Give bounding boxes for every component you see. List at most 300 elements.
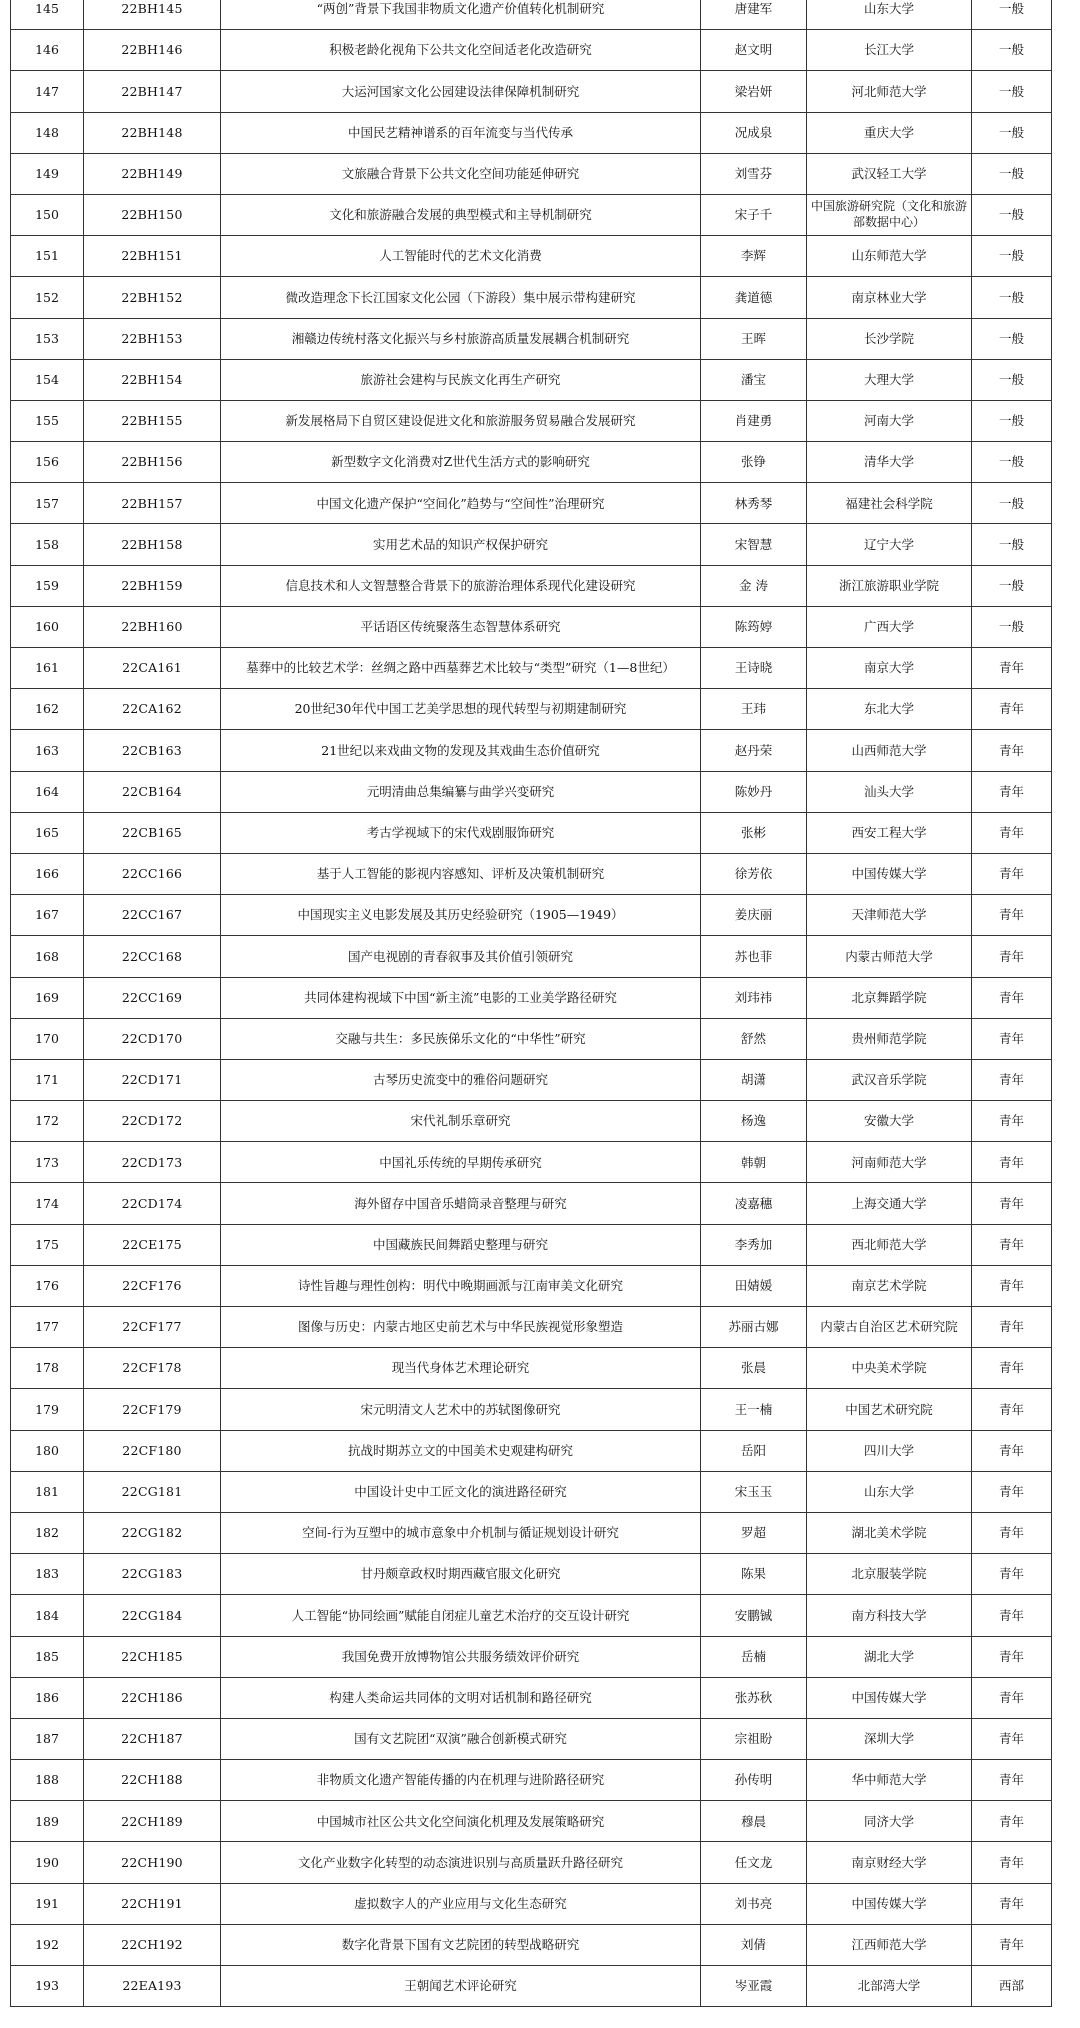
table-row xyxy=(11,442,1052,483)
table-row xyxy=(11,648,1052,689)
table-row xyxy=(11,1018,1052,1059)
project-title-cell: 构建人类命运共同体的文明对话机制和路径研究 xyxy=(221,1677,701,1718)
row-index-cell: 179 xyxy=(11,1389,84,1430)
project-code-cell: 22CF176 xyxy=(84,1265,221,1306)
project-type-cell: 青年 xyxy=(972,1554,1052,1595)
project-type-cell: 青年 xyxy=(972,1307,1052,1348)
project-type-cell: 青年 xyxy=(972,1101,1052,1142)
institution-cell: 长江大学 xyxy=(807,30,972,71)
project-type-cell: 青年 xyxy=(972,812,1052,853)
institution-cell: 同济大学 xyxy=(807,1801,972,1842)
row-index-cell: 157 xyxy=(11,483,84,524)
institution-cell: 辽宁大学 xyxy=(807,524,972,565)
institution-cell: 湖北大学 xyxy=(807,1636,972,1677)
table-row xyxy=(11,524,1052,565)
project-code-cell: 22CF177 xyxy=(84,1307,221,1348)
project-code-cell: 22CH191 xyxy=(84,1883,221,1924)
project-title-cell: 古琴历史流变中的雅俗问题研究 xyxy=(221,1059,701,1100)
institution-cell: 安徽大学 xyxy=(807,1101,972,1142)
table-row xyxy=(11,1966,1052,2007)
project-code-cell: 22BH148 xyxy=(84,112,221,153)
institution-cell: 天津师范大学 xyxy=(807,895,972,936)
leader-name-cell: 唐建军 xyxy=(701,0,807,30)
leader-name-cell: 舒然 xyxy=(701,1018,807,1059)
table-row xyxy=(11,606,1052,647)
project-type-cell: 青年 xyxy=(972,648,1052,689)
institution-cell: 河南师范大学 xyxy=(807,1142,972,1183)
table-row xyxy=(11,1059,1052,1100)
row-index-cell: 160 xyxy=(11,606,84,647)
row-index-cell: 153 xyxy=(11,318,84,359)
project-type-cell: 一般 xyxy=(972,194,1052,235)
project-code-cell: 22CH192 xyxy=(84,1924,221,1965)
leader-name-cell: 苏丽古娜 xyxy=(701,1307,807,1348)
project-code-cell: 22BH149 xyxy=(84,153,221,194)
row-index-cell: 155 xyxy=(11,400,84,441)
table-row xyxy=(11,1883,1052,1924)
leader-name-cell: 岳阳 xyxy=(701,1430,807,1471)
leader-name-cell: 孙传明 xyxy=(701,1760,807,1801)
project-title-cell: 中国现实主义电影发展及其历史经验研究（1905—1949） xyxy=(221,895,701,936)
leader-name-cell: 任文龙 xyxy=(701,1842,807,1883)
row-index-cell: 187 xyxy=(11,1718,84,1759)
row-index-cell: 186 xyxy=(11,1677,84,1718)
row-index-cell: 162 xyxy=(11,689,84,730)
row-index-cell: 164 xyxy=(11,771,84,812)
row-index-cell: 181 xyxy=(11,1471,84,1512)
table-row xyxy=(11,483,1052,524)
leader-name-cell: 宋子千 xyxy=(701,194,807,235)
project-title-cell: 平话语区传统聚落生态智慧体系研究 xyxy=(221,606,701,647)
project-title-cell: 人工智能时代的艺术文化消费 xyxy=(221,236,701,277)
row-index-cell: 154 xyxy=(11,359,84,400)
project-title-cell: 大运河国家文化公园建设法律保障机制研究 xyxy=(221,71,701,112)
leader-name-cell: 林秀琴 xyxy=(701,483,807,524)
leader-name-cell: 徐芳依 xyxy=(701,853,807,894)
project-type-cell: 青年 xyxy=(972,1924,1052,1965)
project-type-cell: 西部 xyxy=(972,1966,1052,2007)
leader-name-cell: 肖建勇 xyxy=(701,400,807,441)
project-code-cell: 22CH187 xyxy=(84,1718,221,1759)
institution-cell: 深圳大学 xyxy=(807,1718,972,1759)
table-row xyxy=(11,1554,1052,1595)
project-title-cell: 积极老龄化视角下公共文化空间适老化改造研究 xyxy=(221,30,701,71)
table-row xyxy=(11,1512,1052,1553)
table-row xyxy=(11,1348,1052,1389)
project-type-cell: 青年 xyxy=(972,1018,1052,1059)
table-row xyxy=(11,1801,1052,1842)
project-title-cell: 诗性旨趣与理性创构：明代中晚期画派与江南审美文化研究 xyxy=(221,1265,701,1306)
row-index-cell: 150 xyxy=(11,194,84,235)
row-index-cell: 191 xyxy=(11,1883,84,1924)
institution-cell: 河南大学 xyxy=(807,400,972,441)
project-title-cell: 基于人工智能的影视内容感知、评析及决策机制研究 xyxy=(221,853,701,894)
institution-cell: 清华大学 xyxy=(807,442,972,483)
project-title-cell: 我国免费开放博物馆公共服务绩效评价研究 xyxy=(221,1636,701,1677)
project-code-cell: 22EA193 xyxy=(84,1966,221,2007)
row-index-cell: 147 xyxy=(11,71,84,112)
leader-name-cell: 姜庆丽 xyxy=(701,895,807,936)
institution-cell: 北京服装学院 xyxy=(807,1554,972,1595)
project-code-cell: 22BH160 xyxy=(84,606,221,647)
row-index-cell: 152 xyxy=(11,277,84,318)
institution-cell: 西安工程大学 xyxy=(807,812,972,853)
leader-name-cell: 岑亚霞 xyxy=(701,1966,807,2007)
institution-cell: 中央美术学院 xyxy=(807,1348,972,1389)
leader-name-cell: 金 涛 xyxy=(701,565,807,606)
project-type-cell: 一般 xyxy=(972,565,1052,606)
project-title-cell: 中国礼乐传统的早期传承研究 xyxy=(221,1142,701,1183)
project-title-cell: 中国文化遗产保护“空间化”趋势与“空间性”治理研究 xyxy=(221,483,701,524)
leader-name-cell: 赵文明 xyxy=(701,30,807,71)
table-row xyxy=(11,1760,1052,1801)
project-type-cell: 青年 xyxy=(972,1883,1052,1924)
institution-cell: 南京林业大学 xyxy=(807,277,972,318)
table-row xyxy=(11,812,1052,853)
leader-name-cell: 张苏秋 xyxy=(701,1677,807,1718)
row-index-cell: 190 xyxy=(11,1842,84,1883)
project-title-cell: 图像与历史：内蒙古地区史前艺术与中华民族视觉形象塑造 xyxy=(221,1307,701,1348)
institution-cell: 内蒙古师范大学 xyxy=(807,936,972,977)
project-type-cell: 青年 xyxy=(972,1224,1052,1265)
leader-name-cell: 胡潇 xyxy=(701,1059,807,1100)
project-title-cell: 文化和旅游融合发展的典型模式和主导机制研究 xyxy=(221,194,701,235)
project-title-cell: 抗战时期苏立文的中国美术史观建构研究 xyxy=(221,1430,701,1471)
leader-name-cell: 潘宝 xyxy=(701,359,807,400)
project-code-cell: 22BH155 xyxy=(84,400,221,441)
project-type-cell: 青年 xyxy=(972,1389,1052,1430)
project-code-cell: 22CD171 xyxy=(84,1059,221,1100)
row-index-cell: 184 xyxy=(11,1595,84,1636)
project-title-cell: “两创”背景下我国非物质文化遗产价值转化机制研究 xyxy=(221,0,701,30)
project-code-cell: 22BH159 xyxy=(84,565,221,606)
table-row xyxy=(11,1430,1052,1471)
table-row xyxy=(11,359,1052,400)
leader-name-cell: 韩朝 xyxy=(701,1142,807,1183)
table-row xyxy=(11,1718,1052,1759)
institution-cell: 华中师范大学 xyxy=(807,1760,972,1801)
project-code-cell: 22CA161 xyxy=(84,648,221,689)
project-title-cell: 旅游社会建构与民族文化再生产研究 xyxy=(221,359,701,400)
institution-cell: 中国旅游研究院（文化和旅游部数据中心） xyxy=(807,194,972,235)
institution-cell: 山西师范大学 xyxy=(807,730,972,771)
leader-name-cell: 张晨 xyxy=(701,1348,807,1389)
project-title-cell: 元明清曲总集编纂与曲学兴变研究 xyxy=(221,771,701,812)
institution-cell: 上海交通大学 xyxy=(807,1183,972,1224)
leader-name-cell: 凌嘉穗 xyxy=(701,1183,807,1224)
project-code-cell: 22CH188 xyxy=(84,1760,221,1801)
table-row xyxy=(11,565,1052,606)
table-row xyxy=(11,153,1052,194)
project-code-cell: 22CC168 xyxy=(84,936,221,977)
project-title-cell: 现当代身体艺术理论研究 xyxy=(221,1348,701,1389)
row-index-cell: 185 xyxy=(11,1636,84,1677)
project-title-cell: 21世纪以来戏曲文物的发现及其戏曲生态价值研究 xyxy=(221,730,701,771)
row-index-cell: 180 xyxy=(11,1430,84,1471)
project-type-cell: 青年 xyxy=(972,730,1052,771)
table-row xyxy=(11,1471,1052,1512)
table-row xyxy=(11,1636,1052,1677)
project-code-cell: 22CG181 xyxy=(84,1471,221,1512)
project-code-cell: 22CB164 xyxy=(84,771,221,812)
project-title-cell: 交融与共生：多民族俤乐文化的“中华性”研究 xyxy=(221,1018,701,1059)
row-index-cell: 161 xyxy=(11,648,84,689)
institution-cell: 北京舞蹈学院 xyxy=(807,977,972,1018)
row-index-cell: 148 xyxy=(11,112,84,153)
project-type-cell: 青年 xyxy=(972,1265,1052,1306)
project-type-cell: 青年 xyxy=(972,1801,1052,1842)
project-title-cell: 实用艺术品的知识产权保护研究 xyxy=(221,524,701,565)
table-row xyxy=(11,277,1052,318)
leader-name-cell: 宋智慧 xyxy=(701,524,807,565)
leader-name-cell: 安鹏铖 xyxy=(701,1595,807,1636)
institution-cell: 内蒙古自治区艺术研究院 xyxy=(807,1307,972,1348)
row-index-cell: 192 xyxy=(11,1924,84,1965)
row-index-cell: 193 xyxy=(11,1966,84,2007)
project-code-cell: 22BH151 xyxy=(84,236,221,277)
row-index-cell: 156 xyxy=(11,442,84,483)
project-code-cell: 22CD173 xyxy=(84,1142,221,1183)
project-code-cell: 22CH189 xyxy=(84,1801,221,1842)
project-code-cell: 22BH153 xyxy=(84,318,221,359)
project-code-cell: 22BH146 xyxy=(84,30,221,71)
row-index-cell: 169 xyxy=(11,977,84,1018)
project-code-cell: 22CH190 xyxy=(84,1842,221,1883)
table-row xyxy=(11,30,1052,71)
institution-cell: 重庆大学 xyxy=(807,112,972,153)
leader-name-cell: 穆晨 xyxy=(701,1801,807,1842)
project-list-table xyxy=(10,0,1052,2007)
leader-name-cell: 杨逸 xyxy=(701,1101,807,1142)
table-row xyxy=(11,1924,1052,1965)
leader-name-cell: 赵丹荣 xyxy=(701,730,807,771)
project-type-cell: 一般 xyxy=(972,71,1052,112)
project-type-cell: 一般 xyxy=(972,153,1052,194)
leader-name-cell: 王晖 xyxy=(701,318,807,359)
row-index-cell: 145 xyxy=(11,0,84,30)
institution-cell: 湖北美术学院 xyxy=(807,1512,972,1553)
project-code-cell: 22CE175 xyxy=(84,1224,221,1265)
project-title-cell: 共同体建构视域下中国“新主流”电影的工业美学路径研究 xyxy=(221,977,701,1018)
institution-cell: 中国传媒大学 xyxy=(807,1677,972,1718)
project-type-cell: 青年 xyxy=(972,1595,1052,1636)
table-row xyxy=(11,112,1052,153)
project-title-cell: 新发展格局下自贸区建设促进文化和旅游服务贸易融合发展研究 xyxy=(221,400,701,441)
row-index-cell: 171 xyxy=(11,1059,84,1100)
project-code-cell: 22BH157 xyxy=(84,483,221,524)
table-row xyxy=(11,853,1052,894)
project-type-cell: 青年 xyxy=(972,895,1052,936)
project-title-cell: 考古学视域下的宋代戏剧服饰研究 xyxy=(221,812,701,853)
project-code-cell: 22CD170 xyxy=(84,1018,221,1059)
project-type-cell: 一般 xyxy=(972,359,1052,400)
institution-cell: 四川大学 xyxy=(807,1430,972,1471)
project-type-cell: 一般 xyxy=(972,318,1052,359)
table-row xyxy=(11,936,1052,977)
project-type-cell: 青年 xyxy=(972,936,1052,977)
project-type-cell: 青年 xyxy=(972,771,1052,812)
leader-name-cell: 宋玉玉 xyxy=(701,1471,807,1512)
leader-name-cell: 刘玮祎 xyxy=(701,977,807,1018)
project-type-cell: 青年 xyxy=(972,1636,1052,1677)
institution-cell: 福建社会科学院 xyxy=(807,483,972,524)
project-code-cell: 22BH152 xyxy=(84,277,221,318)
row-index-cell: 170 xyxy=(11,1018,84,1059)
row-index-cell: 151 xyxy=(11,236,84,277)
institution-cell: 贵州师范学院 xyxy=(807,1018,972,1059)
project-code-cell: 22CH186 xyxy=(84,1677,221,1718)
table-row xyxy=(11,1101,1052,1142)
table-row xyxy=(11,400,1052,441)
project-title-cell: 中国民艺精神谱系的百年流变与当代传承 xyxy=(221,112,701,153)
table-row xyxy=(11,1183,1052,1224)
table-row xyxy=(11,689,1052,730)
project-code-cell: 22CC167 xyxy=(84,895,221,936)
project-title-cell: 国产电视剧的青春叙事及其价值引领研究 xyxy=(221,936,701,977)
table-row xyxy=(11,1842,1052,1883)
row-index-cell: 166 xyxy=(11,853,84,894)
leader-name-cell: 罗超 xyxy=(701,1512,807,1553)
row-index-cell: 175 xyxy=(11,1224,84,1265)
table-row xyxy=(11,71,1052,112)
project-type-cell: 一般 xyxy=(972,0,1052,30)
row-index-cell: 172 xyxy=(11,1101,84,1142)
project-type-cell: 青年 xyxy=(972,1142,1052,1183)
leader-name-cell: 张铮 xyxy=(701,442,807,483)
table-row xyxy=(11,1307,1052,1348)
institution-cell: 中国艺术研究院 xyxy=(807,1389,972,1430)
project-code-cell: 22CA162 xyxy=(84,689,221,730)
project-code-cell: 22CG184 xyxy=(84,1595,221,1636)
leader-name-cell: 苏也菲 xyxy=(701,936,807,977)
project-type-cell: 青年 xyxy=(972,1183,1052,1224)
table-row xyxy=(11,318,1052,359)
table-row xyxy=(11,1389,1052,1430)
project-type-cell: 青年 xyxy=(972,1512,1052,1553)
institution-cell: 山东大学 xyxy=(807,1471,972,1512)
project-title-cell: 王朝闻艺术评论研究 xyxy=(221,1966,701,2007)
project-title-cell: 数字化背景下国有文艺院团的转型战略研究 xyxy=(221,1924,701,1965)
project-type-cell: 青年 xyxy=(972,977,1052,1018)
leader-name-cell: 田婧媛 xyxy=(701,1265,807,1306)
row-index-cell: 168 xyxy=(11,936,84,977)
leader-name-cell: 龚道德 xyxy=(701,277,807,318)
row-index-cell: 182 xyxy=(11,1512,84,1553)
table-row xyxy=(11,771,1052,812)
table-row xyxy=(11,1142,1052,1183)
row-index-cell: 159 xyxy=(11,565,84,606)
institution-cell: 北部湾大学 xyxy=(807,1966,972,2007)
institution-cell: 山东大学 xyxy=(807,0,972,30)
project-title-cell: 宋代礼制乐章研究 xyxy=(221,1101,701,1142)
institution-cell: 汕头大学 xyxy=(807,771,972,812)
project-type-cell: 一般 xyxy=(972,606,1052,647)
project-title-cell: 中国设计史中工匠文化的演进路径研究 xyxy=(221,1471,701,1512)
leader-name-cell: 陈妙丹 xyxy=(701,771,807,812)
project-title-cell: 信息技术和人文智慧整合背景下的旅游治理体系现代化建设研究 xyxy=(221,565,701,606)
project-type-cell: 青年 xyxy=(972,853,1052,894)
table-row xyxy=(11,730,1052,771)
project-code-cell: 22BH158 xyxy=(84,524,221,565)
institution-cell: 长沙学院 xyxy=(807,318,972,359)
project-title-cell: 中国城市社区公共文化空间演化机理及发展策略研究 xyxy=(221,1801,701,1842)
row-index-cell: 177 xyxy=(11,1307,84,1348)
project-code-cell: 22CC169 xyxy=(84,977,221,1018)
leader-name-cell: 刘雪芬 xyxy=(701,153,807,194)
table-row xyxy=(11,194,1052,235)
project-code-cell: 22BH150 xyxy=(84,194,221,235)
project-type-cell: 青年 xyxy=(972,1348,1052,1389)
project-code-cell: 22BH156 xyxy=(84,442,221,483)
project-title-cell: 新型数字文化消费对Z世代生活方式的影响研究 xyxy=(221,442,701,483)
institution-cell: 南京大学 xyxy=(807,648,972,689)
leader-name-cell: 况成泉 xyxy=(701,112,807,153)
project-code-cell: 22CF178 xyxy=(84,1348,221,1389)
project-title-cell: 中国藏族民间舞蹈史整理与研究 xyxy=(221,1224,701,1265)
row-index-cell: 176 xyxy=(11,1265,84,1306)
project-code-cell: 22BH145 xyxy=(84,0,221,30)
project-title-cell: 微改造理念下长江国家文化公园（下游段）集中展示带构建研究 xyxy=(221,277,701,318)
project-type-cell: 一般 xyxy=(972,400,1052,441)
row-index-cell: 183 xyxy=(11,1554,84,1595)
project-type-cell: 青年 xyxy=(972,689,1052,730)
leader-name-cell: 陈果 xyxy=(701,1554,807,1595)
table-row xyxy=(11,1595,1052,1636)
institution-cell: 南京财经大学 xyxy=(807,1842,972,1883)
project-code-cell: 22CC166 xyxy=(84,853,221,894)
project-title-cell: 非物质文化遗产智能传播的内在机理与进阶路径研究 xyxy=(221,1760,701,1801)
project-title-cell: 空间-行为互塑中的城市意象中介机制与循证规划设计研究 xyxy=(221,1512,701,1553)
project-title-cell: 文化产业数字化转型的动态演进识别与高质量跃升路径研究 xyxy=(221,1842,701,1883)
project-title-cell: 甘丹颇章政权时期西藏官服文化研究 xyxy=(221,1554,701,1595)
table-body xyxy=(11,0,1052,2007)
project-title-cell: 湘赣边传统村落文化振兴与乡村旅游高质量发展耦合机制研究 xyxy=(221,318,701,359)
project-title-cell: 宋元明清文人艺术中的苏轼图像研究 xyxy=(221,1389,701,1430)
institution-cell: 山东师范大学 xyxy=(807,236,972,277)
institution-cell: 大理大学 xyxy=(807,359,972,400)
row-index-cell: 146 xyxy=(11,30,84,71)
leader-name-cell: 宗祖盼 xyxy=(701,1718,807,1759)
table-row xyxy=(11,236,1052,277)
project-code-cell: 22CD174 xyxy=(84,1183,221,1224)
project-type-cell: 一般 xyxy=(972,483,1052,524)
row-index-cell: 188 xyxy=(11,1760,84,1801)
project-type-cell: 青年 xyxy=(972,1842,1052,1883)
project-type-cell: 一般 xyxy=(972,236,1052,277)
table-row xyxy=(11,1677,1052,1718)
project-type-cell: 青年 xyxy=(972,1059,1052,1100)
project-code-cell: 22CH185 xyxy=(84,1636,221,1677)
institution-cell: 武汉轻工大学 xyxy=(807,153,972,194)
leader-name-cell: 岳楠 xyxy=(701,1636,807,1677)
row-index-cell: 189 xyxy=(11,1801,84,1842)
project-title-cell: 人工智能“协同绘画”赋能自闭症儿童艺术治疗的交互设计研究 xyxy=(221,1595,701,1636)
project-code-cell: 22CB163 xyxy=(84,730,221,771)
institution-cell: 武汉音乐学院 xyxy=(807,1059,972,1100)
leader-name-cell: 王玮 xyxy=(701,689,807,730)
row-index-cell: 178 xyxy=(11,1348,84,1389)
project-type-cell: 青年 xyxy=(972,1471,1052,1512)
project-code-cell: 22CB165 xyxy=(84,812,221,853)
project-type-cell: 一般 xyxy=(972,442,1052,483)
leader-name-cell: 王一楠 xyxy=(701,1389,807,1430)
institution-cell: 南京艺术学院 xyxy=(807,1265,972,1306)
project-type-cell: 一般 xyxy=(972,112,1052,153)
project-type-cell: 青年 xyxy=(972,1430,1052,1471)
project-title-cell: 国有文艺院团“双演”融合创新模式研究 xyxy=(221,1718,701,1759)
table-row xyxy=(11,1265,1052,1306)
project-code-cell: 22CG182 xyxy=(84,1512,221,1553)
